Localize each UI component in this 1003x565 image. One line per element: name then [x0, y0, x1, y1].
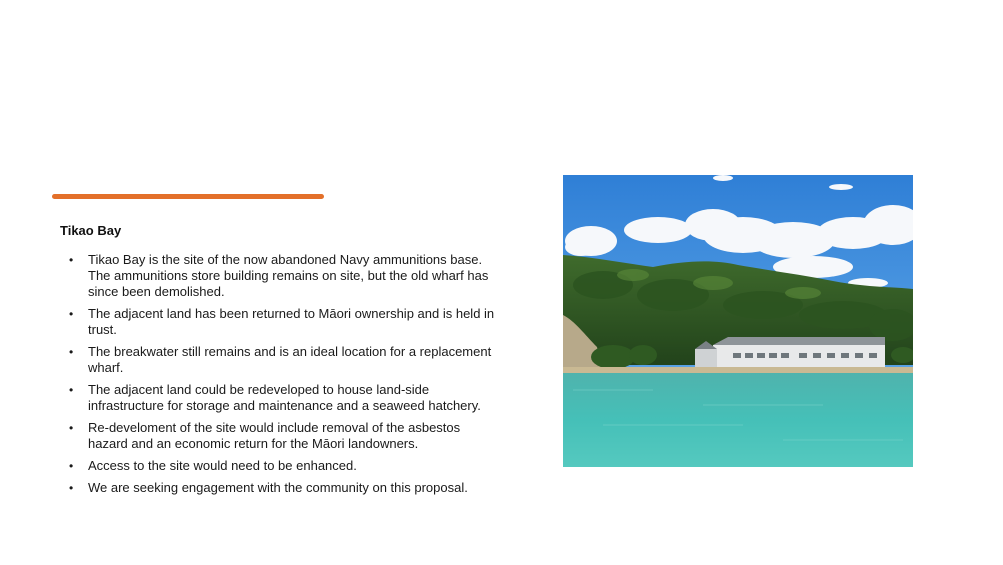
bullet-text: The adjacent land has been returned to Māori ownership and is held in trust. — [88, 306, 495, 337]
bullet-text: Re-develoment of the site would include removal of the asbestos hazard and an economic return for the Māori landowners. — [88, 420, 461, 451]
list-item — [60, 458, 500, 474]
list-item — [60, 344, 500, 376]
bullet-text: The breakwater still remains and is an ideal location for a replacement wharf. — [88, 344, 492, 375]
bullet-icon: • — [69, 383, 74, 397]
list-item — [60, 382, 500, 414]
bullet-icon: • — [69, 421, 74, 435]
bullet-icon: • — [69, 345, 74, 359]
bullet-text: Access to the site would need to be enhanced. — [88, 458, 357, 473]
tikao-bay-photo — [563, 175, 913, 467]
slide-title: Tikao Bay — [60, 223, 122, 238]
bullet-text: Tikao Bay is the site of the now abandoned Navy ammunitions base. The ammunitions store building remains on site, but the old wharf has since been demolished. — [88, 252, 489, 299]
ammunitions-store-building — [695, 337, 885, 367]
list-item — [60, 420, 500, 452]
bullet-icon: • — [69, 481, 74, 495]
bullet-icon: • — [69, 459, 74, 473]
list-item — [60, 306, 500, 338]
list-item — [60, 480, 500, 496]
list-item — [60, 252, 500, 300]
title-accent-line — [52, 194, 324, 199]
shoreline — [563, 367, 913, 373]
sea — [563, 373, 913, 467]
bullet-list — [60, 252, 500, 502]
bullet-icon: • — [69, 307, 74, 321]
bullet-text: The adjacent land could be redeveloped to house land-side infrastructure for storage and maintenance and a seaweed hatchery. — [88, 382, 481, 413]
bullet-icon: • — [69, 253, 74, 267]
bullet-text: We are seeking engagement with the community on this proposal. — [88, 480, 468, 495]
